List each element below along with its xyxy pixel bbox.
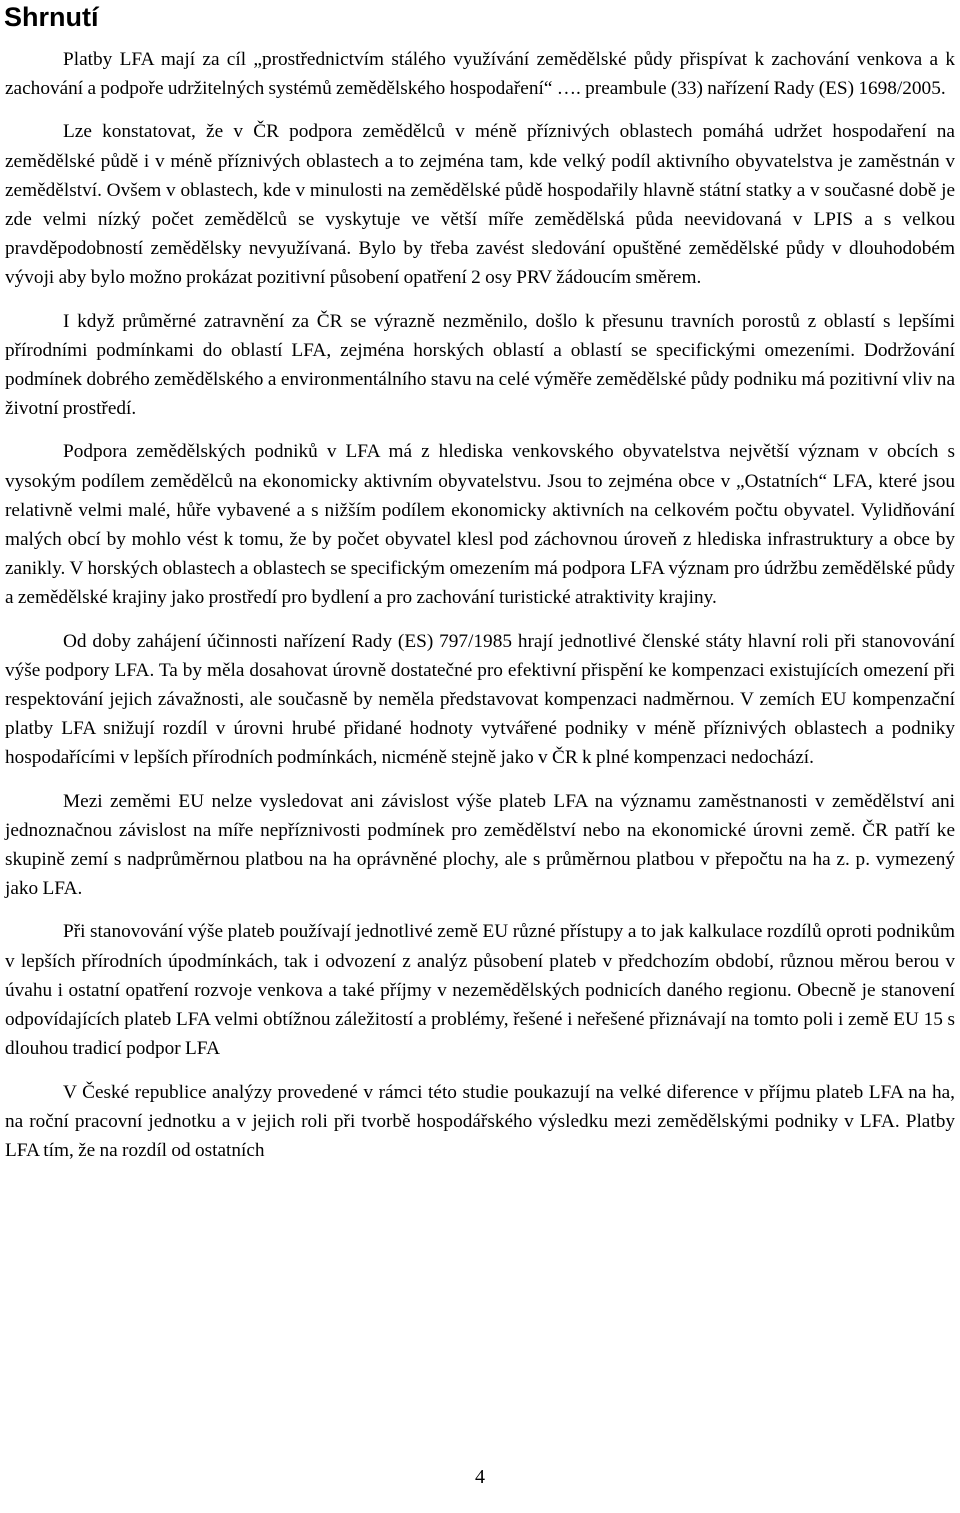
paragraph-1: Platby LFA mají za cíl „prostřednictvím stálého využívání zemědělské půdy přispívat k zachování venkova a k zachování a podpoře udržitelných systémů zemědělského hospodaření“ …. preambule (33) nařízení Rady (ES) 1698/2005. [5, 49, 955, 100]
page-number: 4 [475, 1466, 485, 1488]
paragraph-2: Lze konstatovat, že v ČR podpora zemědělců v méně příznivých oblastech pomáhá udržet hospodaření na zemědělské půdě i v méně příznivých oblastech a to zejména tam, kde velký podíl aktivního obyvatelstva je zaměstnán v zemědělství. Ovšem v oblastech, kde v minulosti na zemědělské půdě hospodařily hlavně státní statky a v současné době je zde velmi nízký počet zemědělců se vyskytuje ve větší míře zemědělská půda neevidovaná v LPIS a s velkou pravděpodobností zemědělsky nevyužívaná. Bylo by třeba zavést sledování opuštěné zemědělské půdy v dlouhodobém vývoji aby bylo možno prokázat pozitivní působení opatření 2 osy PRV žádoucím směrem. [5, 121, 955, 289]
paragraph-6: Mezi zeměmi EU nelze vysledovat ani závislost výše plateb LFA na významu zaměstnanosti v zemědělství ani jednoznačnou závislost na míře nepříznivosti podmínek pro zemědělství nebo na ekonomické úrovni země. ČR patří ke skupině zemí s nadprůměrnou platbou na ha oprávněné plochy, ale s průměrnou platbou v přepočtu na ha z. p. vymezený jako LFA. [5, 790, 955, 900]
section-heading: Shrnutí [4, 2, 99, 32]
paragraph-3: I když průměrné zatravnění za ČR se výrazně nezměnilo, došlo k přesunu travních porostů z oblastí s lepšími přírodními podmínkami do oblastí LFA, zejména horských oblastí a oblastí se specifickými omezeními. Dodržování podmínek dobrého zemědělského a environmentálního stavu na celé výměře zemědělské půdy podniku má pozitivní vliv na životní prostředí. [5, 310, 955, 420]
paragraph-8: V České republice analýzy provedené v rámci této studie poukazují na velké diference v příjmu plateb LFA na ha, na roční pracovní jednotku a v jejich roli při tvorbě hospodářského výsledku mezi zemědělskými podniky v LFA. Platby LFA tím, že na rozdíl od ostatních [5, 1081, 955, 1161]
paragraph-7: Při stanovování výše plateb používají jednotlivé země EU různé přístupy a to jak kalkulace rozdílů oproti podnikům v lepších přírodních úpodmínkách, tak i odvození z analýz působení plateb v předchozím období, různou měrou berou v úvahu i ostatní opatření rozvoje venkova a také příjmy v nezemědělských podnicích daného regionu. Obecně je stanovení odpovídajících plateb LFA velmi obtížnou záležitostí a problémy, řešené i neřešené přiznávají na tomto poli i země EU 15 s dlouhou tradicí podpor LFA [5, 921, 955, 1060]
body-text [5, 45, 955, 1179]
paragraph-5: Od doby zahájení účinnosti nařízení Rady (ES) 797/1985 hrají jednotlivé členské státy hlavní roli při stanovování výše podpory LFA. Ta by měla dosahovat úrovně dostatečné pro efektivní přispění ke kompenzaci existujících omezení při respektování jejich závažnosti, ale současně by neměla představovat kompenzaci nadměrnou. V zemích EU kompenzační platby LFA snižují rozdíl v úrovni hrubé přidané hodnoty vytvářené podniky v méně příznivých oblastech a podniky hospodařícími v lepších přírodních podmínkách, nicméně stejně jako v ČR k plné kompenzaci nedochází. [5, 630, 955, 769]
paragraph-4: Podpora zemědělských podniků v LFA má z hlediska venkovského obyvatelstva největší význam v obcích s vysokým podílem zemědělců na ekonomicky aktivním obyvatelstvu. Jsou to zejména obce v „Ostatních“ LFA, které jsou relativně velmi malé, hůře vybavené a s nižším podílem ekonomicky aktivních na celkovém počtu obyvatel. Vylidňování malých obcí by mohlo vést k tomu, že by počet obyvatel klesl pod záchovnou úroveň z hlediska infrastruktury a obce by zanikly. V horských oblastech a oblastech se specifickým omezením má podpora LFA význam pro údržbu zemědělské půdy a zemědělské krajiny jako prostředí pro bydlení a pro zachování turistické atraktivity krajiny. [5, 441, 955, 609]
